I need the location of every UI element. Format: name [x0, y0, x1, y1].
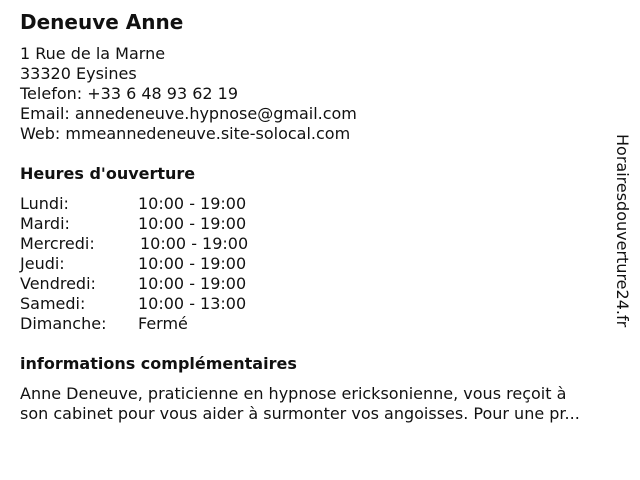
description-line: son cabinet pour vous aider à surmonter vos angoisses. Pour une pr...: [20, 404, 580, 423]
hours-time: 10:00 - 19:00: [138, 214, 247, 233]
business-name: Deneuve Anne: [20, 10, 184, 34]
opening-hours-heading: Heures d'ouverture: [20, 164, 196, 183]
hours-day: Lundi:: [20, 194, 69, 213]
hours-row-tuesday: [20, 214, 320, 234]
site-watermark: Horairesdouverture24.fr: [613, 134, 632, 328]
hours-row-sunday: [20, 314, 320, 334]
hours-day: Mardi:: [20, 214, 70, 233]
address-city: 33320 Eysines: [20, 64, 137, 83]
hours-row-monday: [20, 194, 320, 214]
hours-day: Vendredi:: [20, 274, 96, 293]
hours-day: Samedi:: [20, 294, 86, 313]
description-line: Anne Deneuve, praticienne en hypnose ericksonienne, vous reçoit à: [20, 384, 567, 403]
hours-row-thursday: [20, 254, 320, 274]
hours-row-wednesday: [20, 234, 320, 254]
phone-line: Telefon: +33 6 48 93 62 19: [20, 84, 239, 103]
web-line: Web: mmeannedeneuve.site-solocal.com: [20, 124, 351, 143]
email-line: Email: annedeneuve.hypnose@gmail.com: [20, 104, 357, 123]
additional-info-heading: informations complémentaires: [20, 354, 297, 373]
hours-time: 10:00 - 19:00: [138, 274, 247, 293]
hours-row-friday: [20, 274, 320, 294]
hours-time: 10:00 - 19:00: [138, 194, 247, 213]
hours-row-saturday: [20, 294, 320, 314]
hours-time: 10:00 - 19:00: [140, 234, 249, 253]
hours-time: 10:00 - 19:00: [138, 254, 247, 273]
hours-time: Fermé: [138, 314, 188, 333]
hours-day: Mercredi:: [20, 234, 95, 253]
address-street: 1 Rue de la Marne: [20, 44, 166, 63]
description: [20, 384, 635, 424]
hours-time: 10:00 - 13:00: [138, 294, 247, 313]
hours-day: Dimanche:: [20, 314, 107, 333]
hours-day: Jeudi:: [20, 254, 65, 273]
